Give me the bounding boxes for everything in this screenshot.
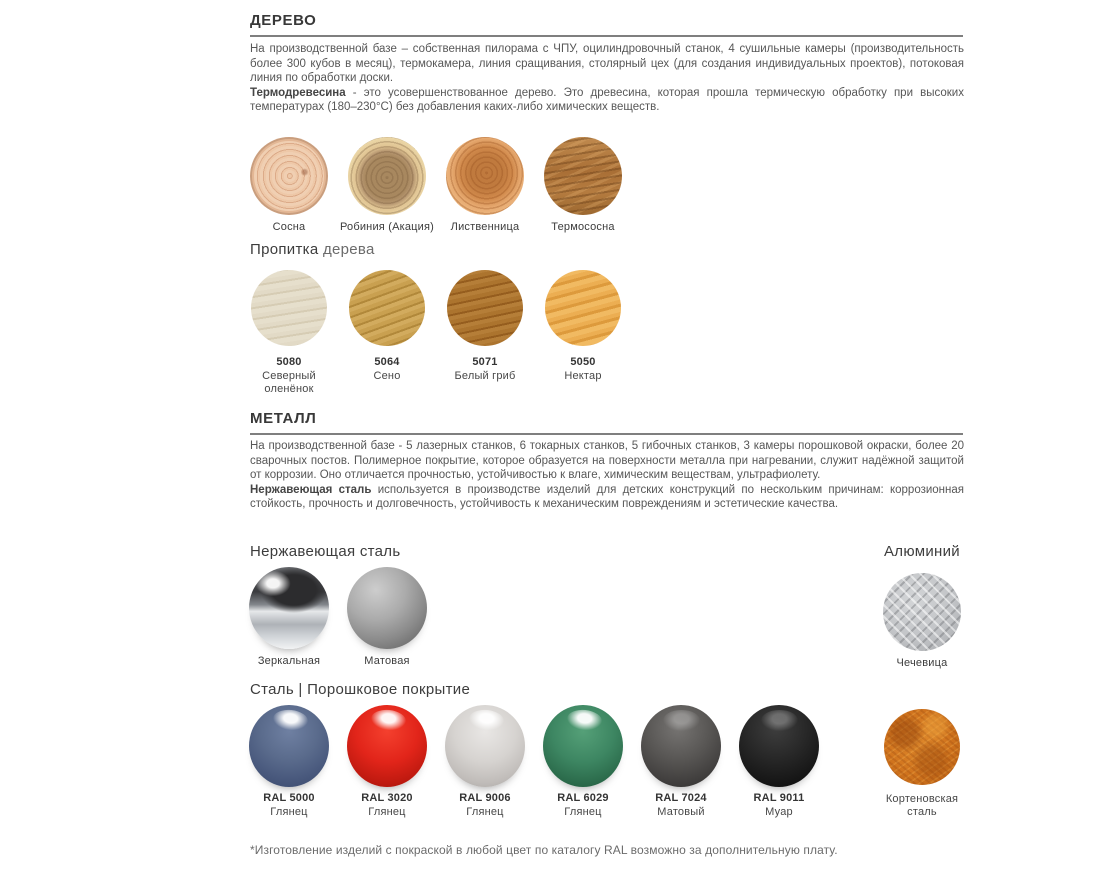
ral6029-swatch	[543, 705, 623, 787]
thermopine-wood-swatch	[544, 137, 622, 215]
ral5000-swatch	[249, 705, 329, 787]
stain-swatch-5064	[349, 270, 425, 346]
aluminum-subheading: Алюминий	[884, 543, 960, 560]
swatch-label: Кортеновская сталь	[885, 793, 959, 818]
powder-subheading-coating: Порошковое покрытие	[307, 681, 471, 698]
stainless-row	[240, 567, 436, 668]
wood-paragraph-thermowood	[250, 86, 964, 115]
powder-cell	[338, 705, 436, 819]
stain-name: Белый гриб	[454, 370, 516, 382]
ral3020-swatch	[347, 705, 427, 787]
swatch-label: Матовая	[364, 655, 410, 667]
stainless-definition: используется в производстве изделий для детских конструкций по нескольким причинам: коррозионная стойкость, прочность и долговечность, устойчивость к механическим повреждениям и эстетические качества.	[250, 483, 964, 511]
stain-subheading	[250, 241, 375, 258]
metal-intro-text	[250, 439, 964, 512]
ral9011-swatch	[739, 705, 819, 787]
stainless-cell	[338, 567, 436, 668]
swatch-label: Сосна	[272, 221, 306, 233]
ral-pricing-footnote: *Изготовление изделий с покраской в любой цвет по каталогу RAL возможно за дополнительную плату.	[250, 843, 838, 857]
swatch-label: Термососна	[551, 221, 615, 233]
stain-name: Нектар	[564, 370, 602, 382]
thermowood-definition: - это усовершенствованное дерево. Это древесина, которая прошла термическую обработку при высоких температурах (180–230°С) без добавления каких-либо химических веществ.	[250, 86, 964, 114]
ral-finish: Матовый	[657, 806, 705, 818]
powder-cell	[534, 705, 632, 819]
ral-finish: Муар	[765, 806, 793, 818]
corten-steel-swatch	[884, 709, 960, 785]
powder-subheading	[250, 681, 470, 698]
ral-finish: Глянец	[368, 806, 406, 818]
aluminum-checkerplate-swatch	[883, 573, 961, 651]
larch-wood-swatch	[446, 137, 524, 215]
swatch-label: Зеркальная	[257, 655, 321, 667]
matte-steel-swatch	[347, 567, 427, 649]
stain-code: 5050	[570, 356, 596, 368]
wood-species-cell	[338, 137, 436, 234]
aluminum-cell	[873, 573, 971, 670]
stain-cell	[338, 270, 436, 396]
stain-name: Северный оленёнок	[262, 370, 316, 395]
powder-cell	[436, 705, 534, 819]
section-heading-metal: МЕТАЛЛ	[250, 410, 963, 435]
stain-code: 5064	[374, 356, 400, 368]
corten-cell	[873, 709, 971, 819]
stainless-term: Нержавеющая сталь	[250, 483, 372, 496]
stainless-cell	[240, 567, 338, 668]
powder-cell	[240, 705, 338, 819]
stain-code: 5080	[276, 356, 302, 368]
stain-cell	[534, 270, 632, 396]
thermowood-term: Термодревесина	[250, 86, 346, 99]
stain-swatch-5071	[447, 270, 523, 346]
ral-code: RAL 5000	[263, 792, 315, 804]
ral-finish: Глянец	[564, 806, 602, 818]
powder-coating-row	[240, 705, 828, 819]
section-heading-wood: ДЕРЕВО	[250, 12, 963, 37]
wood-species-cell	[534, 137, 632, 234]
ral-code: RAL 9011	[753, 792, 805, 804]
ral-code: RAL 6029	[557, 792, 609, 804]
wood-paragraph-production: На производственной базе – собственная пилорама с ЧПУ, оцилиндровочный станок, 4 сушильные камеры (производительность более 300 кубов в месяц), термокамера, линия сращивания, столярный цех (для создания индивидуальных проектов), потоковая линия по обработки доски.	[250, 43, 964, 85]
ral-code: RAL 9006	[459, 792, 511, 804]
stain-subheading-lead: Пропитка	[250, 241, 319, 258]
stainless-subheading: Нержавеющая сталь	[250, 543, 401, 560]
ral-finish: Глянец	[466, 806, 504, 818]
swatch-label: Робиния (Акация)	[339, 221, 435, 233]
ral9006-swatch	[445, 705, 525, 787]
powder-subheading-separator: |	[293, 681, 308, 698]
ral-code: RAL 3020	[361, 792, 413, 804]
ral-finish: Глянец	[270, 806, 308, 818]
ral7024-swatch	[641, 705, 721, 787]
pine-wood-swatch	[250, 137, 328, 215]
wood-intro-text	[250, 42, 964, 115]
powder-cell	[730, 705, 828, 819]
stain-code: 5071	[472, 356, 498, 368]
stain-cell	[436, 270, 534, 396]
swatch-label: Чечевица	[896, 657, 948, 669]
metal-paragraph-production: На производственной базе - 5 лазерных станков, 6 токарных станков, 5 гибочных станков, 3 камеры порошковой окраски, более 20 сварочных постов. Полимерное покрытие, которое образуется на поверхности металла при нагревании, служит надёжной защитой от коррозии. Оно отличается прочностью, устойчивостью к влаге, химическим веществам, ультрафиолету.	[250, 440, 964, 482]
powder-subheading-steel: Сталь	[250, 681, 294, 698]
robinia-wood-swatch	[348, 137, 426, 215]
wood-stain-row	[240, 270, 632, 396]
wood-species-cell	[436, 137, 534, 234]
ral-code: RAL 7024	[655, 792, 707, 804]
swatch-label: Лиственница	[450, 221, 520, 233]
stain-name: Сено	[373, 370, 401, 382]
mirror-steel-swatch	[249, 567, 329, 649]
stain-cell	[240, 270, 338, 396]
powder-cell	[632, 705, 730, 819]
wood-species-row	[240, 137, 632, 234]
wood-species-cell	[240, 137, 338, 234]
stain-swatch-5080	[251, 270, 327, 346]
metal-paragraph-stainless	[250, 483, 964, 512]
stain-swatch-5050	[545, 270, 621, 346]
stain-subheading-rest: дерева	[318, 241, 375, 258]
